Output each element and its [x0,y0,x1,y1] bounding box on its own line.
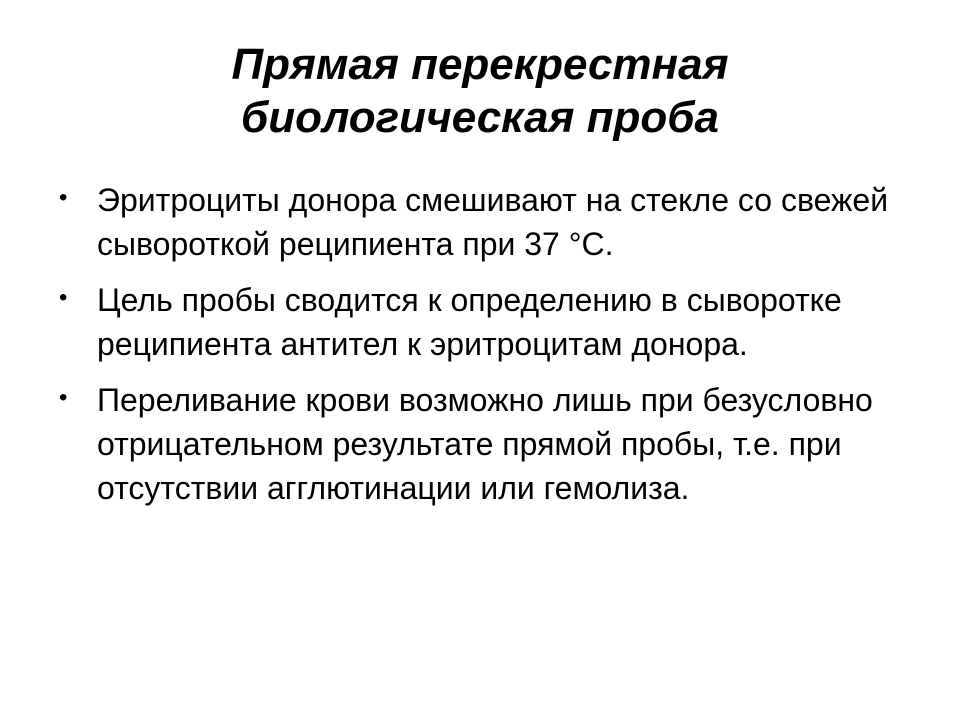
bullet-item-3 [57,378,907,510]
bullet-text-1: Эритроциты донора смешивают на стекле со свежей сывороткой реципиента при 37 °С. [97,182,889,262]
bullet-marker-icon: • [59,184,68,211]
bullet-list [57,178,907,522]
bullet-item-1 [57,178,907,266]
slide-title-line-1: Прямая перекрестная [231,40,729,89]
slide-title [60,38,900,144]
bullet-text-3: Переливание крови возможно лишь при безусловно отрицательном результате прямой пробы, т.е. при отсутствии агглютинации или гемолиза. [97,382,873,506]
bullet-marker-icon: • [59,384,68,411]
bullet-marker-icon: • [59,284,68,311]
bullet-text-2: Цель пробы сводится к определению в сыворотке реципиента антител к эритроцитам донора. [97,282,842,362]
bullet-item-2 [57,278,907,366]
slide-title-line-2: биологическая проба [241,93,719,142]
